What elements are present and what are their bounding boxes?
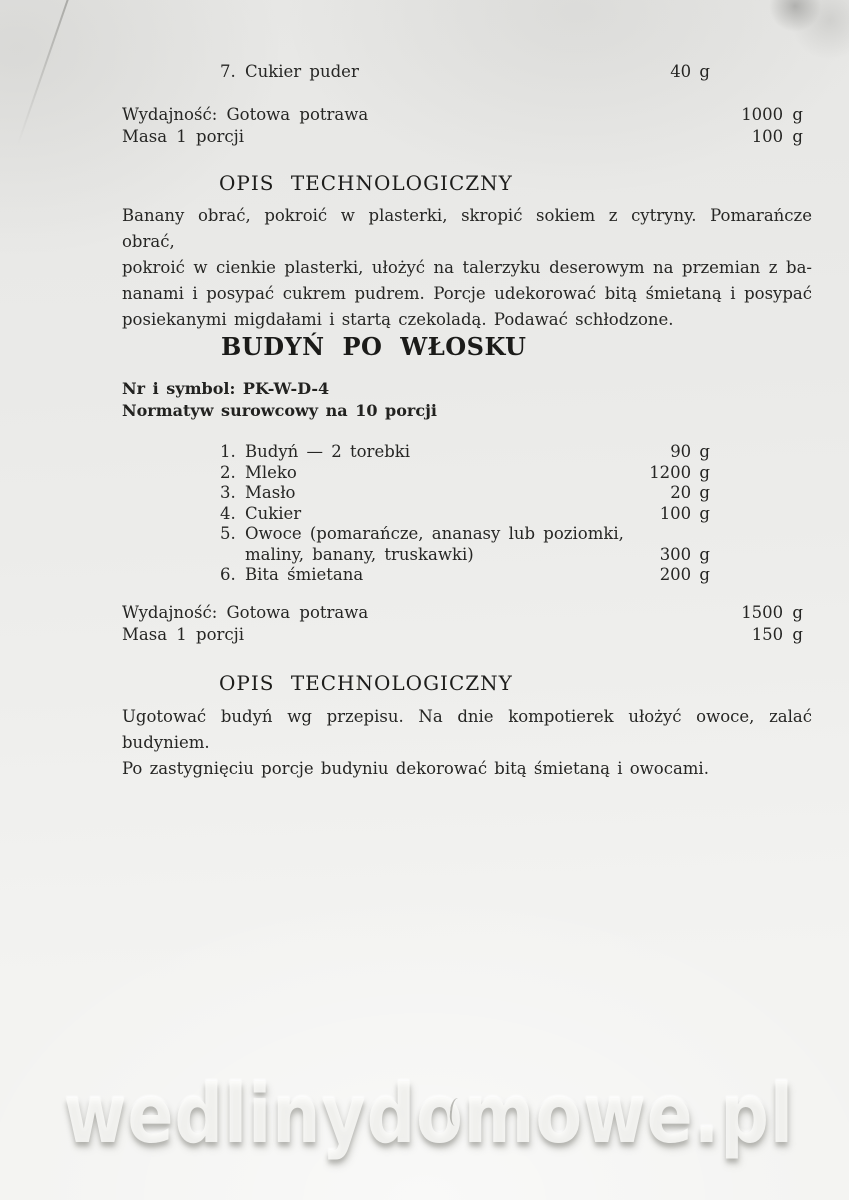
ingredient-number (220, 545, 245, 566)
paper-crease (17, 0, 70, 146)
description-line: Ugotować budyń wg przepisu. Na dnie kompotierek ułożyć owoce, zalać budyniem. (122, 707, 812, 752)
yield-label: Masa 1 porcji (122, 625, 245, 644)
ingredient-number: 1. (220, 442, 236, 461)
ingredient-number: 6. (220, 565, 236, 584)
ingredient-row (220, 524, 710, 545)
ingredient-name: Bita śmietana (245, 565, 364, 584)
ingredient-row (220, 565, 710, 586)
yield-block (122, 602, 803, 646)
ingredient-row (220, 442, 710, 463)
ingredient-amount: 1200 g (649, 462, 710, 482)
ingredient-name: Budyń — 2 torebki (245, 442, 411, 461)
recipe-meta (122, 378, 437, 422)
recipe-description (122, 704, 812, 782)
prev-description (122, 203, 812, 333)
prev-ingredient-row (220, 61, 710, 83)
ingredient-amount: 20 g (670, 483, 710, 502)
yield-label: Wydajność: Gotowa potrawa (122, 105, 369, 124)
yield-row (122, 126, 803, 148)
description-line: posiekanymi migdałami i startą czekoladą. Podawać schłodzone. (122, 310, 674, 329)
description-line: pokroić w cienkie plasterki, ułożyć na talerzyku deserowym na przemian z ba- (122, 258, 812, 277)
yield-row (122, 624, 803, 646)
yield-value: 100 g (751, 127, 803, 146)
ingredient-name: Owoce (pomarańcze, ananasy lub poziomki, (245, 524, 624, 543)
yield-value: 150 g (751, 625, 803, 644)
ingredients-list (220, 442, 710, 586)
recipe-symbol: Nr i symbol: PK-W-D-4 (122, 379, 330, 398)
ingredient-number: 5. (220, 524, 236, 543)
ingredient-row (220, 483, 710, 504)
ingredient-number: 3. (220, 483, 236, 502)
recipe-normative: Normatyw surowcowy na 10 porcji (122, 401, 437, 420)
ingredient-row-continuation (220, 545, 710, 566)
ingredient-name: maliny, banany, truskawki) (245, 544, 474, 564)
yield-row (122, 104, 803, 126)
ingredient-row (220, 504, 710, 525)
description-line: Banany obrać, pokroić w plasterki, skropić sokiem z cytryny. Pomarańcze obrać, (122, 206, 812, 251)
ingredient-name: Mleko (245, 462, 297, 482)
ingredient-name: Cukier (245, 503, 302, 523)
ingredient-amount: 200 g (659, 565, 710, 584)
ingredient-number: 2. (220, 462, 236, 482)
section-heading: OPIS TECHNOLOGICZNY (219, 671, 513, 695)
yield-row (122, 602, 803, 624)
ingredient-amount: 100 g (659, 503, 710, 523)
section-heading: OPIS TECHNOLOGICZNY (219, 171, 513, 195)
ingredient-number: 7. (220, 62, 236, 81)
ingredient-amount (636, 524, 710, 545)
yield-label: Masa 1 porcji (122, 127, 245, 146)
yield-value: 1500 g (741, 603, 803, 622)
yield-value: 1000 g (741, 105, 803, 124)
watermark: wedlinydomowe.pl (63, 1068, 794, 1161)
description-line: Po zastygnięciu porcje budyniu dekorować bitą śmietaną i owocami. (122, 759, 709, 778)
description-line: nanami i posypać cukrem pudrem. Porcje udekorować bitą śmietaną i posypać (122, 284, 812, 303)
yield-label: Wydajność: Gotowa potrawa (122, 603, 369, 622)
ingredient-amount: 300 g (659, 544, 710, 564)
prev-yield-block (122, 104, 803, 148)
ingredient-amount: 40 g (670, 62, 710, 81)
ingredient-row (220, 463, 710, 484)
ingredient-number: 4. (220, 503, 236, 523)
ingredient-name: Masło (245, 483, 296, 502)
recipe-title: BUDYŃ PO WŁOSKU (221, 332, 527, 361)
ingredient-name: Cukier puder (245, 62, 359, 81)
ingredient-amount: 90 g (670, 442, 710, 461)
